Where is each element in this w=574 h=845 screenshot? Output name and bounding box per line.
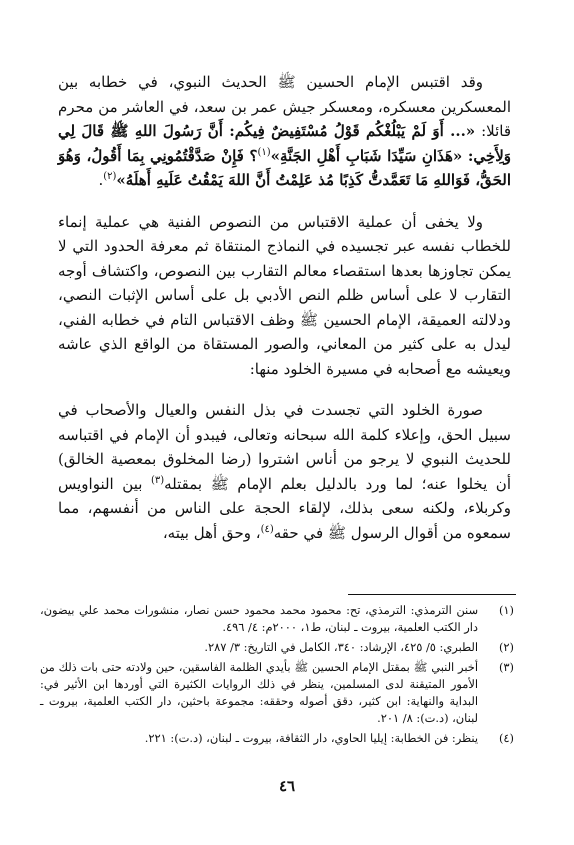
main-text: [58, 70, 511, 545]
footnote-text: سنن الترمذي: الترمذي، تح: محمود محمد محمود حسن نصار، منشورات محمد علي بيضون، دار الكتب العلمية، بيروت ـ لبنان، ط١، ٢٠٠٠م: ٤/ ٤٩٦.: [40, 603, 478, 634]
footnote-divider: [348, 594, 516, 595]
footnote-text: ينظر: فن الخطابة: إيليا الحاوي، دار الثقافة، بيروت ـ لبنان، (د.ت): ٢٢١.: [144, 731, 478, 745]
footnote-number: (٢): [498, 640, 514, 654]
paragraph-1-intro: وقد اقتبس الإمام الحسين ﷺ الحديث النبوي، في خطابه بين المعسكرين معسكره، ومعسكر جيش عمر بن سعد، في العاشر من محرم قائلا:: [58, 73, 511, 140]
footnote-number: (٤): [498, 731, 514, 745]
footnote-ref-1[interactable]: (١): [257, 146, 271, 158]
hadith-quote-part-1: «... أَوَ لَمْ يَبْلُغْكُم قَوْلُ مُسْتَفِيضٌ فِيكُم: أَنَّ رَسُولَ اللهِ ﷺ قَالَ لِي وَلِأَخِي: «هَذَانِ سَيِّدَا شَبَابِ أَهْلِ الجَنَّةِ»: [58, 122, 511, 165]
hadith-quote-part-2: ؟ فَإِنْ صَدَّقْتُمُونِي بِمَا أَقُولُ، وَهُوَ الحَقُّ، فَوَاللهِ مَا تَعَمَّدتُّ كَذِبًا مُذ عَلِمْتُ أَنَّ اللهَ يَمْقُتُ عَلَيهِ أَهلَهُ»: [58, 146, 511, 189]
page-number: ٤٦: [278, 777, 296, 795]
paragraph-3-part-b: بين النواويس وكربلاء، ولكنه سعى بذلك، لإلقاء الحجة على الناس من أنفسهم، مما سمعوه من أقوال الرسول ﷺ في حقه: [58, 474, 511, 542]
paragraph-1: [58, 70, 511, 193]
paragraph-3-part-a: صورة الخلود التي تجسدت في بذل النفس والعيال والأصحاب في سبيل الحق، وإعلاء كلمة الله سبحانه وتعالى، فيبدو أن الإمام في اقتباسه للحديث النبوي لا يرجو من أناس اشتروا (رضا المخلوق بمعصية الخالق) أن يخلوا عنه؛ لما ورد بالدليل بعلم الإمام ﷺ بمقتله: [58, 401, 511, 493]
footnotes-section: [40, 602, 514, 750]
footnote-3: [40, 659, 514, 727]
footnote-text: أخبر النبي ﷺ بمقتل الإمام الحسين ﷺ بأيدي الظلمة الفاسقين، حين ولادته حتى بات ذلك من الأمور المتيقنة لدى المسلمين، ينظر في ذلك الروايات الكثيرة التي أوردها ابن الأثير في: البداية والنهاية: ابن كثير، دقق أصوله وحققه: مجموعة باحثين، دار الكتب العلمية، بيروت ـ لبنان، (د.ت): ٨/ ٢٠١.: [40, 660, 478, 725]
footnote-2: [40, 639, 514, 656]
footnote-text: الطبري: ٥/ ٤٢٥، الإرشاد: ٣٤٠، الكامل في التاريخ: ٣/ ٢٨٧.: [204, 640, 478, 654]
footnote-ref-4[interactable]: (٤): [260, 523, 274, 535]
footnote-ref-2[interactable]: (٢): [103, 171, 117, 182]
footnote-ref-3[interactable]: (٣): [150, 474, 165, 486]
footnote-4: [40, 730, 514, 747]
footnote-1: [40, 602, 514, 636]
paragraph-3: [58, 398, 511, 545]
paragraph-3-part-c: ، وحق أهل بيته،: [162, 523, 261, 542]
paragraph-2: ولا يخفى أن عملية الاقتباس من النصوص الفنية هي عملية إنماء للخطاب نفسه عبر تجسيده في النماذج المنتقاة ثم معرفة الحدود التي لا يمكن تجاوزها بعدها استقصاء معالم التقارب بين النصوص، واكتشاف أوجه التقارب لا على أساس ظلم النص الأدبي بل على أساس الإثبات النصي، ودلالته العميقة، الإمام الحسين ﷺ وظف الاقتباس التام في خطابه الفني، ليدل به على كثير من المعاني، والصور المستقاة من الواقع الذي عاشه ويعيشه مع أصحابه في مسيرة الخلود منها:: [58, 212, 511, 378]
footnote-number: (١): [498, 603, 514, 617]
paragraph-1-end: .: [98, 171, 104, 189]
footnote-number: (٣): [498, 660, 514, 674]
